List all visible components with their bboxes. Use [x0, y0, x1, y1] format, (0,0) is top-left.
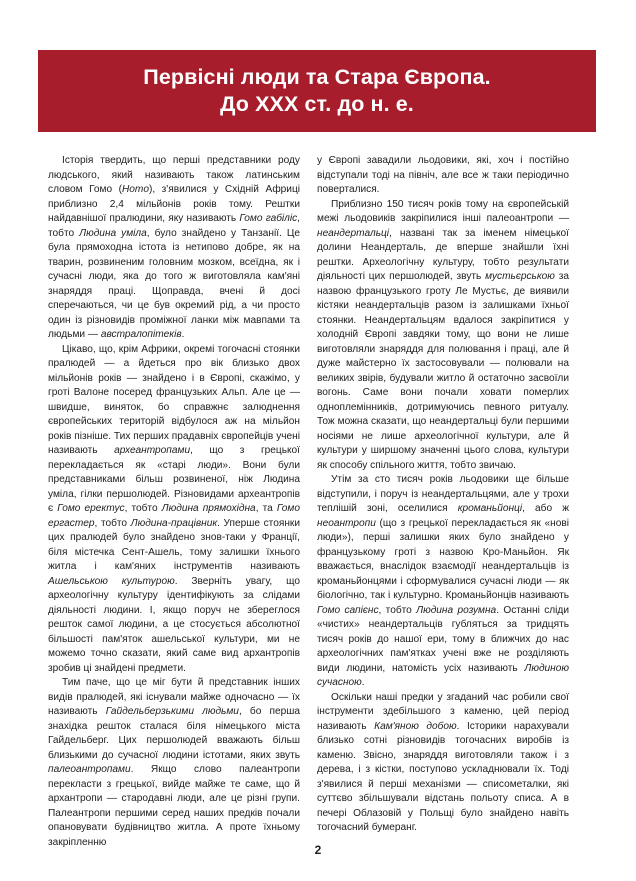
- paragraph: Приблизно 150 тисяч років тому на європейській межі льодовиків закріпилися інші палеоантропи — неандертальці, названі так за іменем німецької долини Неандерталь, де вперше знайшли їхні рештки. Археологічну культуру, тобто результати діяльності цих першолюдей, звуть мустьєрською за назвою французького гроту Ле Мустьє, де виявили кістяки неандертальців разом із залишками їхньої стоянки. Неандертальцям вдалося закріпитися у холодній Європі завдяки тому, що вони не лише виготовляли знаряддя для полювання і праці, але й дуже майстерно їх застосовували — полювали на великих звірів, будували житло й остаточно засвоїли вогонь. Саме вони почали ховати померлих одноплемінників, дотримуючись певного ритуалу. Тож можна сказати, що неандертальці були першими носіями не лише археологічної культури, але й культури у ширшому значенні цього слова, культури як способу спільного життя, тобто звичаю.: [317, 198, 569, 471]
- paragraph: Тим паче, що це міг бути й представник інших видів пралюдей, які існували майже одночасно — їх називають Гайдельберзькими людьми, бо перша знахідка решток сталася біля німецького міста Гайдельберг. Цих першолюдей вважають більш близькими до сучасної людини істотами, яких звуть палеоантропами. Якщо слово палеантропи перекласти з грецької, вийде майже те саме, що й архантропи — стародавні люди, але це різні групи. Палеантропи першими серед наших предків почали опановувати будівництво житла. А проте їхньому закріпленню: [48, 677, 300, 848]
- chapter-title-line-2: До XXX ст. до н. е.: [220, 92, 414, 116]
- left-text-column: [48, 154, 300, 850]
- paragraph: Утім за сто тисяч років льодовики ще більше відступили, і поруч із неандертальцями, але у трохи теплішій зоні, оселилися кроманьйонці, або ж неоантропи (що з грецької перекладається як «нові люди»), перші залишки яких було знайдено у французькому гроті з назвою Кро-Маньйон. Як вважається, внаслідок взаємодії неандертальців із кроманьйонцями і сформувалися сучасні люди — як біологічно, так і культурно. Кроманьйонців називають Гомо сапієнс, тобто Людина розумна. Останні сліди «чистих» неандертальців губляться за тридцять тисяч років до нашої ери, тому в ближчих до нас археологічних пам'ятках учені вже не розділяють види людини, натомість усіх називають Людиною сучасною.: [317, 474, 569, 688]
- paragraph: Історія твердить, що перші представники роду людського, який називають також латинським словом Гомо (Homo), з'явилися у Східній Африці приблизно 2,4 мільйонів років тому. Рештки найдавнішої пралюдини, яку називають Гомо габіліс, тобто Людина уміла, було знайдено у Танзанії. Це була прямоходна істота із нетипово добре, як на тварин, розвиненим головним мозком, всеїдна, як і сучасні люди, яка до того ж виготовляла кам'яні знаряддя праці. Щоправда, вчені й досі сперечаються, чи це був окремий рід, а чи просто один із різновидів проміжної ланки між мавпами та людьми — австралопітеків.: [48, 155, 301, 340]
- page-number: 2: [314, 843, 322, 857]
- right-text-column: [317, 154, 569, 836]
- paragraph: Оскільки наші предки у згаданий час робили свої інструменти здебільшого з каменю, цей період називають Кам'яною добою. Історики нарахували близько сотні різновидів тогочасних виробів із каменю. Звісно, знаряддя виготовляли також і з дерева, і з кістки, поступово ускладнювали їх. Тоді з'явилися й перші механізми — списометалки, які суттєво збільшували відстань польоту списа. А в печері Облазовій у Польщі було знайдено навіть тогочасний бумеранг.: [317, 691, 569, 833]
- paragraph: Цікаво, що, крім Африки, окремі тогочасні стоянки пралюдей — а йдеться про вік близько двох мільйонів років — знайдено і в Європі, скажімо, у гроті Валоне посеред французьких Альп. Але це — швидше, виняток, бо справжнє залюднення європейських територій відбулося аж на мільйон років пізніше. Тих перших прадавніх європейців учені називають археантропами, що з грецької перекладається як «старі люди». Вони були представниками більш розвиненої, ніж Людина уміла, гілки першолюдей. Різновидами археантропів є Гомо еректус, тобто Людина прямохідна, та Гомо ергастер, тобто Людина-працівник. Уперше стоянки цих пралюдей було знайдено знов-таки у Франції, біля містечка Сент-Ашель, тому залишки їхнього житла і кам'яних інструментів називають Ашельською культурою. Зверніть увагу, що археологічну культуру ідентифікують за слідами діяльності людини. І, якщо поруч не збереглося решток самої людини, а це стосується абсолютної більшості пам'яток ашельської культури, ми не можемо точно сказати, який саме вид архантропів зробив ці знайдені предмети.: [48, 343, 300, 674]
- chapter-title-banner: [38, 50, 596, 132]
- paragraph: у Європі завадили льодовики, які, хоч і постійно відступали тоді на північ, але все ж таки періодично поверталися.: [317, 155, 569, 195]
- chapter-title-line-1: Первісні люди та Стара Європа.: [143, 65, 491, 89]
